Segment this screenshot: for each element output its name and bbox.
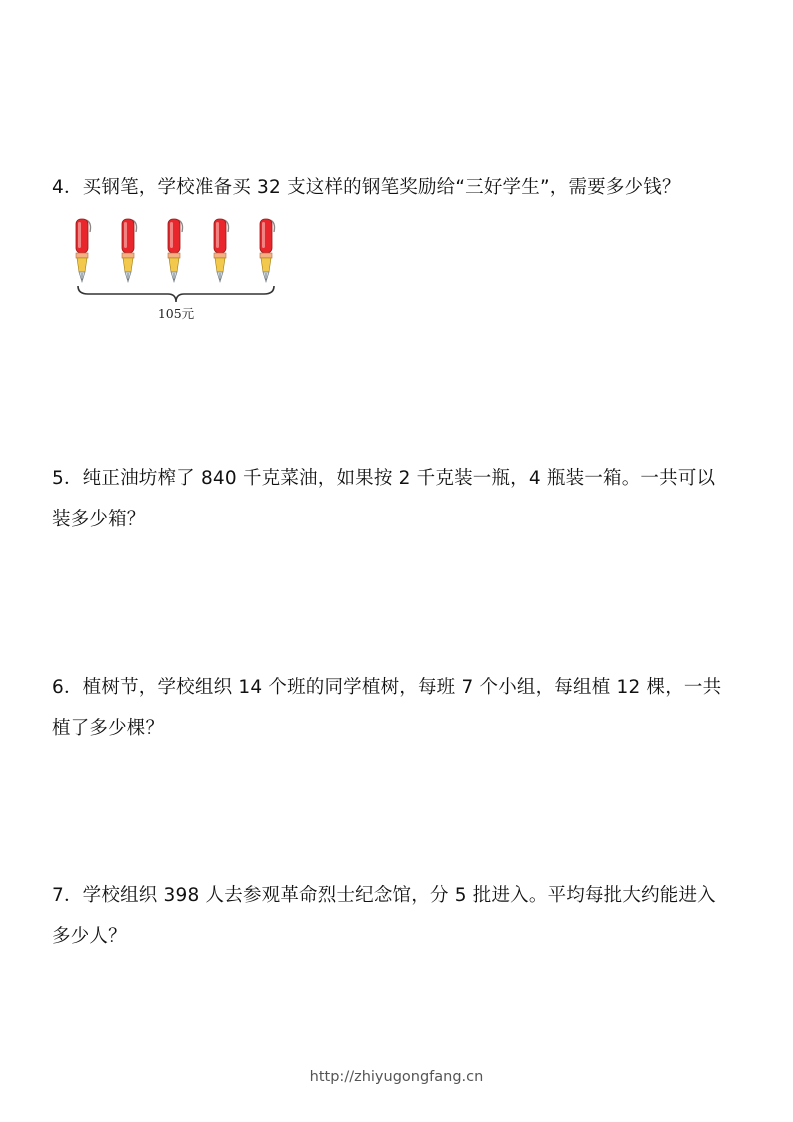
question-5-line-1: 5．纯正油坊榨了 840 千克菜油，如果按 2 千克装一瓶，4 瓶装一箱。一共可以 [52,468,716,489]
question-5-line-2: 装多少箱？ [52,509,146,530]
question-7 [52,875,752,957]
price-label: 105元 [157,306,195,321]
question-6 [52,667,752,749]
question-5 [52,458,752,540]
question-6-line-2: 植了多少棵？ [52,718,165,739]
fountain-pen-icon [70,216,94,286]
question-4 [52,167,752,208]
question-6-line-1: 6．植树节，学校组织 14 个班的同学植树，每班 7 个小组，每组植 12 棵，一共 [52,677,722,698]
fountain-pen-icon [162,216,186,286]
question-4-line-1: 4．买钢笔，学校准备买 32 支这样的钢笔奖励给“三好学生”，需要多少钱？ [52,177,681,198]
question-7-line-2: 多少人？ [52,926,127,947]
footer-url: http://zhiyugongfang.cn [309,1069,484,1085]
question-7-line-1: 7．学校组织 398 人去参观革命烈士纪念馆，分 5 批进入。平均每批大约能进入 [52,885,716,906]
fountain-pen-icon [116,216,140,286]
pen-figure [70,216,280,326]
fountain-pen-icon [254,216,278,286]
fountain-pen-icon [208,216,232,286]
